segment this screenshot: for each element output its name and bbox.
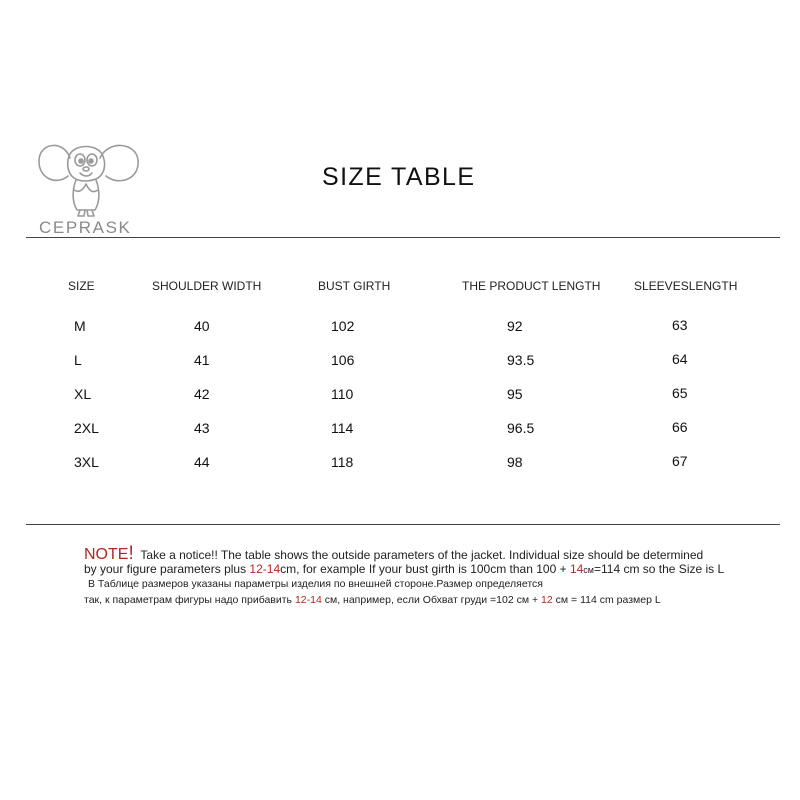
cell-size: L bbox=[74, 352, 82, 368]
note-line-russian-1: В Таблице размеров указаны параметры изделия по внешней стороне.Размер определяется bbox=[88, 578, 543, 590]
cell-sleeves-length: 63 bbox=[672, 317, 688, 333]
cell-bust-girth: 102 bbox=[331, 318, 355, 334]
cell-bust-girth: 110 bbox=[331, 386, 354, 402]
cell-size: 3XL bbox=[74, 454, 99, 470]
bottom-divider bbox=[26, 524, 780, 525]
cell-product-length: 92 bbox=[507, 318, 523, 334]
col-header-size: SIZE bbox=[68, 279, 95, 293]
note-title: NOTE! bbox=[84, 543, 134, 564]
note-line-russian-2: так, к параметрам фигуры надо прибавить 12-14 см, например, если Обхват груди =102 см + 12 см = 114 cm размер L bbox=[84, 594, 661, 606]
cell-size: 2XL bbox=[74, 420, 99, 436]
note-line-english-2: by your figure parameters plus 12-14cm, for example If your bust girth is 100cm than 100 + 14см=114 cm so the Size is L bbox=[84, 562, 725, 576]
cell-shoulder-width: 40 bbox=[194, 318, 210, 334]
col-header-bust-girth: BUST GIRTH bbox=[318, 279, 391, 293]
cell-bust-girth: 118 bbox=[331, 454, 354, 470]
cell-sleeves-length: 66 bbox=[672, 419, 688, 435]
cell-shoulder-width: 41 bbox=[194, 352, 210, 368]
cell-sleeves-length: 67 bbox=[672, 453, 688, 469]
cell-product-length: 93.5 bbox=[507, 352, 535, 368]
col-header-product-length: THE PRODUCT LENGTH bbox=[462, 279, 601, 293]
cell-size: XL bbox=[74, 386, 92, 402]
cell-product-length: 95 bbox=[507, 386, 523, 402]
cell-sleeves-length: 64 bbox=[672, 351, 688, 367]
cell-shoulder-width: 42 bbox=[194, 386, 210, 402]
brand-logo bbox=[30, 138, 150, 240]
col-header-sleeves-length: SLEEVESLENGTH bbox=[634, 279, 738, 293]
brand-name: CEPRASK bbox=[39, 218, 132, 237]
top-divider bbox=[26, 237, 780, 238]
col-header-shoulder-width: SHOULDER WIDTH bbox=[152, 279, 262, 293]
cell-bust-girth: 106 bbox=[331, 352, 355, 368]
cell-size: M bbox=[74, 318, 86, 334]
cell-sleeves-length: 65 bbox=[672, 385, 688, 401]
note-text: Take a notice!! The table shows the outside parameters of the jacket. Individual size should be determined bbox=[140, 548, 704, 562]
cell-bust-girth: 114 bbox=[331, 420, 354, 436]
cell-shoulder-width: 43 bbox=[194, 420, 210, 436]
page-title: SIZE TABLE bbox=[322, 163, 476, 191]
cell-product-length: 98 bbox=[507, 454, 523, 470]
cartoon-mascot-icon bbox=[34, 138, 146, 218]
cell-product-length: 96.5 bbox=[507, 420, 535, 436]
cell-shoulder-width: 44 bbox=[194, 454, 210, 470]
